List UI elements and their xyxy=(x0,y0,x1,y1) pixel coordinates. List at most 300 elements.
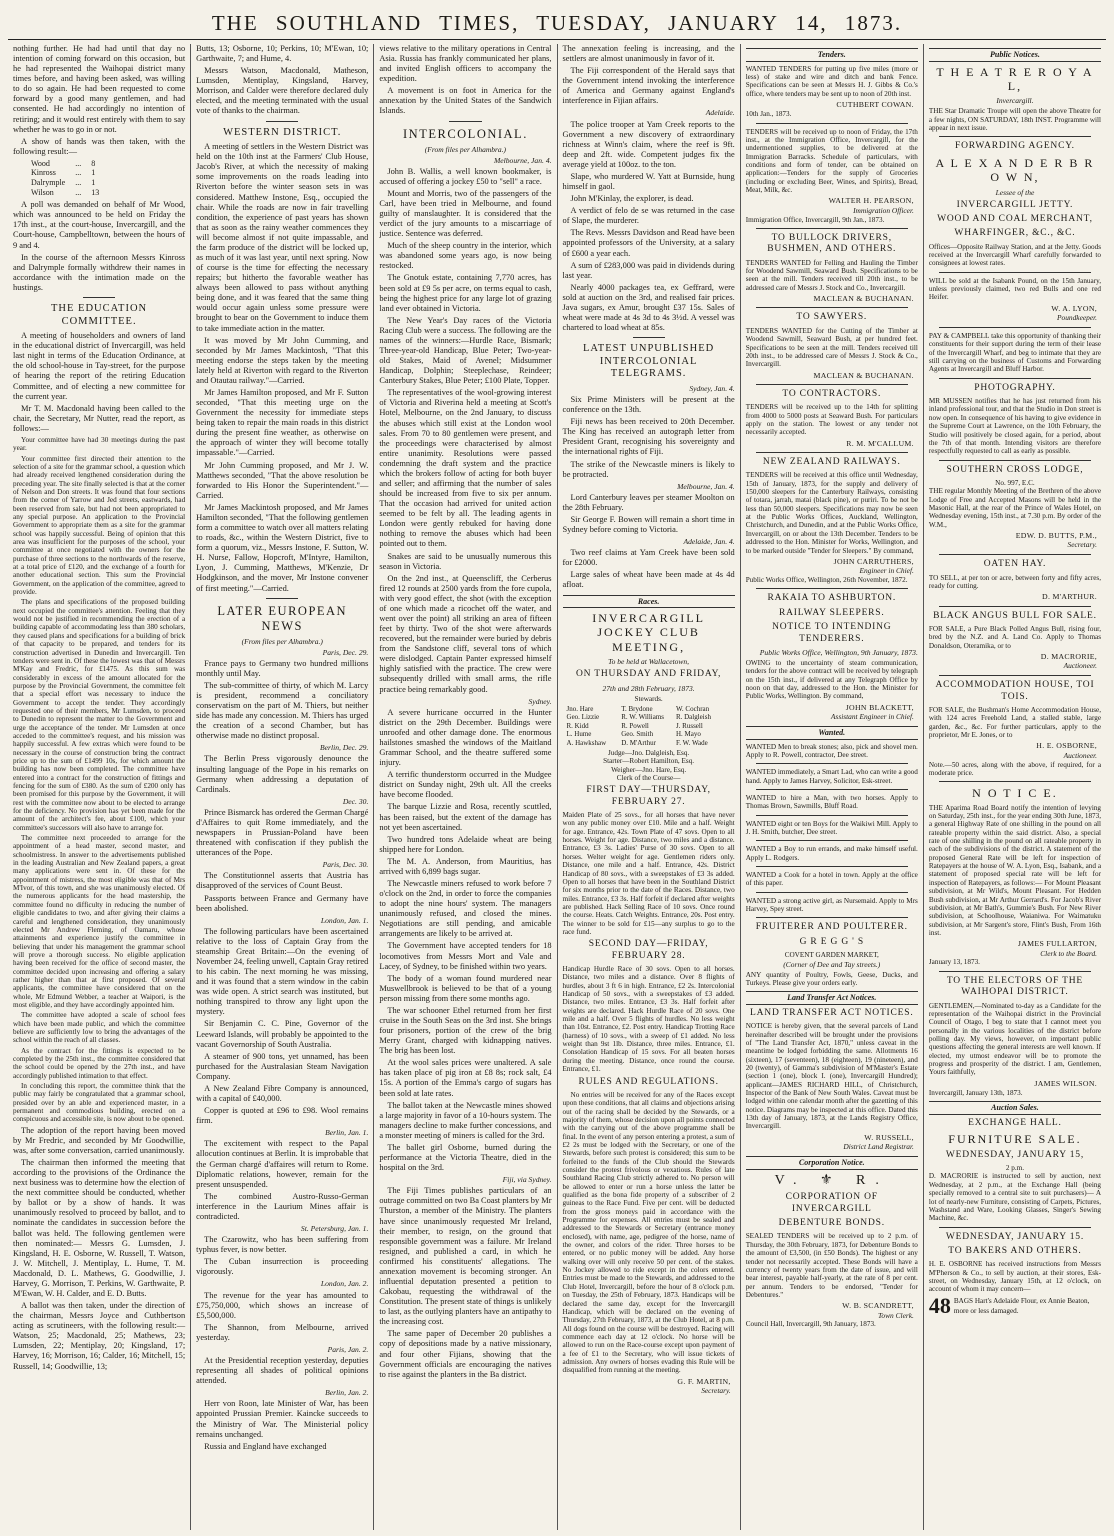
rules-text: No entries will be received for any of the Races except upon these conditions, that all claims and objections arising out of the racing shall be decided by the Stewards, or a majority of them, whose decision upon all points connected with the carrying out of the above programme shall be final. In the event of any person entering a protest, a sum of £2 2s must be lodged with the Secretary, or one of the Stewards, before such protest is considered; this sum to be forfeited to the funds of the Club should the Stewards consider the protest frivolous or vexatious. Rules of late Southland Racing Club strictly adhered to. No person will be allowed to enter or run a horse unless the latter be qualified as the bona fide property of a subscriber of 2 guineas to the Race Fund. Five per cent. will be deducted from the gross moneys paid in accordance with the Programme for expenses. All entries must be sealed and addressed to the Stewards or Secretary (entrance money enclosed), with name, age, pedigree of the horse, name of the owner, and colors of the rider. Three horses to be entered, or no public money will be added. Any horse walking over will only receive 50 per cent. of the stakes. No Jockey allowed to ride except in the colors entered. Entries must be made to the Stewards, and addressed to the Club Hotel, Invercargill, before the hour of 8 o'clock p.m. on Tuesday, the 25th of February, 1873. Handicaps will be declared the same day, except for the Invercargill Handicap, which will be declared on the evening of Thursday, 27th February, 1873, at the Club Hotel, at 8 p.m. All dogs found on the course will be destroyed. Racing will commence each day at 12 o'clock. No horse will be allowed to run on the Race-course except upon payment of a fee of £1 to the Secretary, who will issue tickets of admission. Any owners of horses evading this Rule will be disqualified from running at the meeting. xyxy=(562,1090,735,1375)
article-paragraph: A severe hurricane occurred in the Hunter district on the 29th December. Buildings were unroofed and other damage done. The enormous hailstones smashed the windows of the Maitland Grammar School, and the theatre suffered some injury. xyxy=(379,707,552,768)
candidate-votes: 1 xyxy=(91,178,96,188)
signature: MACLEAN & BUCHANAN. xyxy=(813,370,914,380)
article-paragraph: Butts, 13; Osborne, 10; Perkins, 10; M'Ewan, 10; Garthwaite, 7; and Hume, 4. xyxy=(196,44,369,64)
poll-row: Dalrymple ... 1 xyxy=(31,178,109,188)
article-paragraph: Herr von Roon, late Minister of War, has been appointed Prussian Premier. Kaincke succeeds to the Ministry of War. The Ministerial policy remains unchanged. xyxy=(196,1399,369,1439)
wanted-ad: WANTED to hire a Man, with two horses. Apply to Thomas Brown, Sawmills, Bluff Road. xyxy=(745,794,918,811)
ad-subheading: 2 p.m. xyxy=(1005,1164,1025,1173)
ad-heading: TO BULLOCK DRIVERS, BUSHMEN, AND OTHERS. xyxy=(767,232,897,255)
ad-heading: INVERCARGILL JOCKEY CLUB MEETING, xyxy=(592,611,705,654)
article-paragraph: Large sales of wheat have been made at 4s 4d afloat. xyxy=(562,570,735,590)
steward-name: J. Russell xyxy=(675,721,703,730)
steward-name: R. Powell xyxy=(621,721,649,730)
steward-name: R. Kidd xyxy=(566,721,589,730)
article-paragraph: The Fiji correspondent of the Herald says that the Government intend invoking the interference of America and Germany against England's interference in Fijian affairs. xyxy=(562,66,735,106)
steward-name: Geo. Smith xyxy=(621,730,654,739)
signature-title: Secretary. xyxy=(1067,540,1098,550)
advertisement: TENDERS will be received up to the 14th for splitting from 4000 to 5000 posts at Seaward Bush. For particulars apply on the station. The lowest or any tender not necessarily accepted. xyxy=(745,403,918,437)
advertisement-note: Note.—50 acres, along with the above, if required, for a moderate price. xyxy=(928,760,1102,777)
article-paragraph: Copper is quoted at £96 to £98. Wool remains firm. xyxy=(196,1106,369,1126)
advertisement: D. MACRORIE is instructed to sell by auction, next Wednesday, at 2 p.m., at the Exchange Hall (being specially removed to a central site to suit purchasers)— A lot of nearly-new Furniture, consisting of Carpets, Pictures, Washstand and Ware, Looking Glasses, Singer's Sewing Machine, &c. xyxy=(928,1172,1102,1223)
article-paragraph: The Constitutionnel asserts that Austria has disapproved of the services of Count Beust. xyxy=(196,871,369,891)
article-paragraph: The ballot taken at the Newcastle mines showed a large majority in favor of a 10-hours system. The managers decline to make further concessions, and a monster meeting of miners is called for the 3rd. xyxy=(379,1100,552,1140)
ad-date: Invercargill, January 13th, 1873. xyxy=(928,1089,1023,1098)
advertisement: WANTED TENDERS for putting up five miles (more or less) of stake and wire and ditch and bank Fence. Specifications can be seen at Messrs H. J. Gibbs & Co.'s office, where tenders may be sent up to noon of 20th inst. xyxy=(745,64,918,98)
wanted-ad: WANTED eight or ten Boys for the Waikiwi Mill. Apply to J. H. Smith, butcher, Dee street. xyxy=(745,819,918,837)
signature-title: Auctioneer. xyxy=(1063,661,1098,671)
divider xyxy=(939,971,1091,972)
steward-name: H. Mayo xyxy=(675,730,701,739)
ad-heading: INVERCARGILL JETTY. xyxy=(956,199,1074,210)
article-paragraph: France pays to Germany two hundred millions monthly until May. xyxy=(196,658,369,678)
steward-name: F. W. Wade xyxy=(675,738,708,747)
article-paragraph: Mr James Mackintosh proposed, and Mr James Hamilton seconded, "That the following gentlemen form a committee to watch over all matters relating to roads, &c., within the Western District, five to form a quorum, viz., Messrs Instone, F. Sutton, W. H. Nurse, Fallow, Hopcroft, M'Intyre, Hamilton, Lyon, J. Cumming, Matthews, M'Kenzie, Dr Hodgkinson, and the mover, Mr Instone convener of first meeting."—Carried. xyxy=(196,502,369,593)
article-paragraph: The Czarowitz, who has been suffering from typhus fever, is now better. xyxy=(196,1235,369,1255)
ad-date: Public Works Office, Wellington, 9th January, 1873. xyxy=(759,647,918,657)
ad-heading: N O T I C E. xyxy=(972,786,1058,801)
steward-name: D. M'Arthur xyxy=(621,738,656,747)
official: Starter—Robert Hamilton, Esq. xyxy=(603,757,695,766)
article-paragraph: A terrific thunderstorm occurred in the Mudgee district on Sunday night, 29th ult. All the creeks have become flooded. xyxy=(379,770,552,800)
article-paragraph: Nearly 4000 packages tea, ex Geffrard, were sold at auction on the 3rd, and realised fair prices. Java sugars, ex Amur, brought £37 15s. Sales of wheat were made at 4s 3d to 4s 3½d. A vessel was chartered to load wheat at 85s. xyxy=(562,282,735,333)
article-paragraph: Mr John Cumming proposed, and Mr J. W. Matthews seconded, "That the above resolution be forwarded to His Honor the Superintendent."—Carried. xyxy=(196,460,369,500)
article-paragraph: On the 2nd inst., at Queenscliff, the Cerberus fired 12 rounds at 2500 yards from the fore cupola, with very good effect, the shot (with the exception of one which made a ricochet off the water, and went over the point) all striking an area of fifteen feet by thirty. Two of the shot were afterwards recovered, but the remainder were buried by debris from the Sandstone cliff, several tons of which were dislodged. Captain Panter expressed himself highly satisfied with the practice. The crew were subsequently drilled with small arms, the rifle practice being remarkably good. xyxy=(379,573,552,694)
flour-lot xyxy=(928,1292,1101,1318)
signature: JAMES WILSON. xyxy=(1034,1078,1098,1088)
business-name: A L E X A N D E R B R O W N, xyxy=(935,155,1095,185)
divider xyxy=(756,815,908,816)
official: Weigher—Jno. Hare, Esq. xyxy=(611,765,687,774)
divider xyxy=(756,892,908,893)
divider xyxy=(756,123,908,124)
section-label: Auction Sales. xyxy=(929,1101,1101,1115)
ad-subheading: COVENT GARDEN MARKET, xyxy=(784,951,879,960)
dateline: Berlin, Jan. 1. xyxy=(325,1128,369,1138)
report-paragraph: The committee have adopted a scale of school fees which have been made public, and which the committee believe are sufficiently low to bring the advantages of the school within the reach of all classes. xyxy=(13,1011,186,1045)
ad-subheading: 27th and 28th February, 1873. xyxy=(602,683,695,693)
ad-date: January 13, 1873. xyxy=(928,958,980,967)
columns xyxy=(8,44,1106,1530)
advertisement: H. E. OSBORNE has received instructions from Messrs M'Pherson & Co., to sell by auction, at their stores, Esk-street, on Wednesday, January 15th, at 12 o'clock, on account of whom it may concern— xyxy=(928,1260,1102,1294)
article-paragraph: John B. Wallis, a well known bookmaker, is accused of offering a jockey £50 to "sell" a race. xyxy=(379,166,552,186)
divider xyxy=(939,606,1091,607)
article-paragraph: nothing further. He had had until that day no intention of coming forward on this occasion, but he had represented the Waihopai district many times before, and having been asked, was willing to do so again. He had been requested to come forward by a good many gentlemen, and had consented. He had accordingly no intention of retiring; and it would rest entirely with them to say whether he was to go in or not. xyxy=(13,44,186,134)
advertisement: OWING to the uncertainty of steam communication, tenders for the above contract will be received by telegraph on the 15th inst., if delivered at any Telegraph Office by noon on that day, addressed to the Hon. the Minister for Public Works, Wellington. By command, xyxy=(745,659,918,701)
ad-heading: TO CONTRACTORS. xyxy=(782,388,882,399)
ad-heading: TO THE ELECTORS OF THE WAIHOPAI DISTRICT. xyxy=(946,975,1084,998)
ad-heading: RAILWAY SLEEPERS. xyxy=(778,607,885,618)
advertisement: TO SELL, at per ton or acre, between forty and fifty acres, ready for cutting. xyxy=(928,573,1102,590)
divider xyxy=(756,763,908,764)
signature: JAMES FULLARTON, xyxy=(1017,939,1098,949)
article-paragraph: The following particulars have been ascertained relative to the loss of Captain Gray from the steamship Great Britain:—On the evening of November 24, feeling unwell, Captain Gray retired to his cabin. The next morning he was missing, and it was found that a stern window in the cabin was wide open. A strict search was instituted, but nothing transpired to throw any light upon the mystery. xyxy=(196,926,369,1017)
signature-title: Poundkeeper. xyxy=(1057,313,1098,323)
official: Clerk of the Course— xyxy=(616,773,681,782)
divider xyxy=(756,588,908,589)
dateline: St. Petersburg, Jan. 1. xyxy=(300,1223,369,1233)
signature: D. MACRORIE, xyxy=(1040,652,1098,662)
article-paragraph: The combined Austro-Russo-German interference in the Laurium Mines affair is contradicted. xyxy=(196,1191,369,1221)
divider xyxy=(939,781,1091,782)
divider xyxy=(939,378,1091,379)
signature-title: District Land Registrar. xyxy=(843,1142,914,1152)
steward-name: T. Brydone xyxy=(621,705,653,713)
business-name: G R E G G ' S xyxy=(799,936,864,947)
signature: R. M. M'CALLUM. xyxy=(846,438,914,448)
column-1 xyxy=(8,44,191,1530)
ad-subheading: Lessee of the xyxy=(995,187,1035,197)
signature: H. E. OSBORNE, xyxy=(1036,741,1098,751)
signature: W. A. LYON, xyxy=(1051,303,1098,313)
advertisement: FOR SALE, the Bushman's Home Accommodation House, with 124 acres Freehold Land, a stalled stable, large garden, &c., &c. For further particulars, apply to the proprietor, Mr E. Jones, or to xyxy=(928,706,1102,740)
ad-date: Public Works Office, Wellington, 26th November, 1872. xyxy=(745,576,908,585)
article-paragraph: Slape, who murdered W. Yatt at Burnside, hung himself in gaol. xyxy=(562,171,735,192)
section-label: Land Transfer Act Notices. xyxy=(746,991,918,1005)
article-paragraph: Snakes are said to be unusually numerous this season in Victoria. xyxy=(379,551,552,571)
column-5 xyxy=(741,44,924,1530)
divider xyxy=(756,789,908,790)
report-paragraph: The plans and specifications of the proposed building next occupied the committee's attention. Feeling that they would not be justified in recommending the erection of a building capable of accommodating less than 380 scholars, they caused plans and specifications for a building of brick of that capacity to be prepared, and tenders for its construction advertised in Dunedin and Invercargill. Ten tenders were sent in. Of these the lowest was that of Messrs M'Kay and Fredric, for £1475. As this sum was considerably in excess of the amount allocated for the purpose by the Provincial Government, the committee felt that a special effort was necessary to induce the Government to accept the tender. They accordingly requested one of their members, Mr Lumsden, to proceed to Dunedin to represent the matter to the Government and urge the acceptance of the tender. Mr Lumsden at once acceded to the committee's request, and his mission was happily successful. A few extras which were found to be necessary in the course of construction bring the contract price up to the sum of £1499 10s, for which amount the building has now been completed. The committee have entered into a contract for the construction of fittings and fencing for the sum of £380. As the sum of £200 only has been promised for this purpose by the Government, it will rest with the committee now about to be elected to arrange for the deficiency. No provision has yet been made for the amount of the architect's fee, about £100, which your committee's successors will also have to arrange for. xyxy=(13,598,186,832)
divider xyxy=(449,121,481,122)
article-paragraph: Mount and Morris, two of the passengers of the Carl, have been tried in Melbourne, and found guilty of manslaughter. It is considered that the verdict of the jury amounts to a miscarriage of justice. Sentence was deferred. xyxy=(379,188,552,239)
ad-heading: T H E A T R E R O Y A L, xyxy=(936,64,1094,93)
poll-row: Wilson ... 13 xyxy=(31,188,109,198)
ad-subheading: To be held at Wallacetown, xyxy=(608,657,690,667)
dateline: London, Jan. 2. xyxy=(320,1279,369,1289)
advertisement: WILL be sold at the Isabank Pound, on the 15th January, unless previously claimed, two red Bulls and one red Heifer. xyxy=(928,276,1102,302)
section-label: Races. xyxy=(563,595,735,609)
article-paragraph: Mr T. M. Macdonald having been called to the chair, the Secretary, Mr Nutter, read the report, as follows:— xyxy=(13,403,186,433)
advertisement: THE regular Monthly Meeting of the Brethren of the above Lodge of Free and Accepted Masons will be held in the Masonic Hall, at the rear of the Prince of Wales Hotel, on Wednesday evening, 15th inst., at 7.30 p.m. By order of the W.M., xyxy=(928,487,1102,529)
dateline: Dec. 30. xyxy=(342,796,369,806)
divider xyxy=(633,337,665,338)
candidate-votes: 13 xyxy=(91,187,100,197)
race-program: Handicap Hurdle Race of 30 sovs. Open to all horses. Distance, two miles and a distance. Over 8 flights of hurdles, about 3 ft 6 in high. Entrance, £2 2s. Intercolonial Handicap of 50 sovs., with a sweepstakes of £3 added. Distance, two miles. Entrance, £3 3s. Half forfeit after weights are declared. Hack Hurdle Race of 20 sovs. One mile and a half. Over 5 flights of hurdles. No less weight than 10st. Entrance, £2. Post entry. Handicap Trotting Race (harness) of 10 sovs., with a sweep of £1 added. No less weight than 9st 1lb. Distance, three miles. Entrance, £1. Consolation Handicap of 15 sovs. For all beaten horses during the meeting. Distance, once round the course. Entrance, £1. xyxy=(562,965,735,1074)
divider xyxy=(939,460,1091,461)
ad-heading: NEW ZEALAND RAILWAYS. xyxy=(762,457,901,468)
ad-heading: FRUITERER AND POULTERER. xyxy=(755,922,908,933)
signature-title: Town Clerk. xyxy=(877,1310,914,1320)
steward-name: L. Hume xyxy=(566,730,592,739)
advertisement: ANY quantity of Poultry, Fowls, Geese, Ducks, and Turkeys. Please give your orders early. xyxy=(745,970,918,987)
divider xyxy=(756,384,908,385)
dateline: Melbourne, Jan. 4. xyxy=(677,481,735,491)
signature: WALTER H. PEARSON, xyxy=(828,196,914,206)
signature: JOHN BLACKETT, xyxy=(845,702,914,712)
article-paragraph: Two hundred tons Adelaide wheat are being shipped here for London. xyxy=(379,834,552,854)
candidate-name: Dalrymple xyxy=(31,178,66,188)
article-paragraph: Lord Canterbury leaves per steamer Moolton on the 28th February. xyxy=(562,492,735,512)
dateline: Berlin, Dec. 29. xyxy=(320,743,369,753)
article-subheading: (From files per Alhambra.) xyxy=(424,144,507,154)
article-paragraph: The Fiji Times publishes particulars of an outrage committed on two Ba Coast planters by Mr Thurston, a member of the Ministry. The planters have since unanimously requested Mr Ireland, their member, to resign, on the ground that responsible government was a failure. Mr Ireland resigned, and published a card, in which he confirmed his constituents' allegations. The annexation movement is becoming stronger. An influential deputation presented a petition to Cakobau, requesting the withdrawal of the Constitution. The present state of things is unlikely to last, as the outlying planters have an antipathy to the increasing cost. xyxy=(379,1186,552,1327)
divider xyxy=(756,452,908,453)
dateline: Sydney. xyxy=(528,696,552,706)
lot-quantity: 48 xyxy=(928,1292,951,1318)
dateline: Paris, Jan. 2. xyxy=(327,1344,369,1354)
article-paragraph: Prince Bismarck has ordered the German Chargé d'Affaires to quit Rome immediately, and the newspapers in Prussian-Poland have been threatened with confiscation if they publish the utterances of the Pope. xyxy=(196,807,369,858)
article-paragraph: The excitement with respect to the Papal allocution continues at Berlin. It is improbable that the German chargé d'affaires will return to Rome. Diplomatic relations, however, remain for the present unsuspended. xyxy=(196,1139,369,1189)
signature-title: Auctioneer. xyxy=(1063,750,1098,760)
royal-crest-icon: V. ⚜ R. xyxy=(774,1172,889,1188)
rules-heading: RULES AND REGULATIONS. xyxy=(578,1076,719,1087)
article-paragraph: A show of hands was then taken, with the following result:— xyxy=(13,136,186,156)
ad-heading: CORPORATION OF INVERCARGILL xyxy=(785,1192,878,1214)
advertisement: THE Star Dramatic Troupe will open the above Theatre for a few nights, ON SATURDAY, 18th INST. Programme will appear in next issue. xyxy=(928,107,1102,133)
column-3 xyxy=(374,44,557,1530)
divider xyxy=(756,866,908,867)
ad-subheading: (Corner of Dee and Tay streets.) xyxy=(783,959,881,969)
signature: MACLEAN & BUCHANAN. xyxy=(813,294,914,304)
article-paragraph: Six Prime Ministers will be present at the conference on the 13th. xyxy=(562,395,735,415)
advertisement: GENTLEMEN,—Nominated to-day as a Candidate for the representation of the Waihopai district in the Provincial Council of Otago, I beg to state that I cannot meet you personally in the various localities of the district before polling day. My views, however, on important public questions affecting the general interests are well known. If elected, my utmost endeavor will be to promote the progress and prosperity of the district. I am, Gentlemen, Yours faithfully, xyxy=(928,1001,1102,1077)
candidate-votes: 8 xyxy=(91,158,96,168)
article-paragraph: The representatives of the wool-growing interest of Victoria and Riverina held a meeting at Scott's Hotel, Melbourne, on the 2nd January, to discuss the abuses which still exist at the London wool sales. From 70 to 80 gentlemen were present, and the proceedings were characterised by almost entire unanimity. Resolutions were passed condemning the draft system and the practice which the brokers follow of acting for both buyer and seller; and affirming that the number of sales should be increased from five to six per annum. That the occasion had arrived for united action seemed to be felt by all. The leading agents in London were gently rebuked for having done nothing to remove the abuses which had been pointed out to them. xyxy=(379,388,552,549)
article-paragraph: The M. A. Anderson, from Mauritius, has arrived with 6,899 bags sugar. xyxy=(379,856,552,876)
signature: W. B. SCANDRETT, xyxy=(842,1301,914,1311)
notice-text: NOTICE is hereby given, that the several parcels of Land hereinafter described will be brought under the provisions of "The Land Transfer Act, 1870," unless caveat in the meantime be lodged forbidding the same. Allotments 16 (sixteen), 17 (seventeen), 18 (eighteen), 19 (nineteen), and 20 (twenty), of Gamma's subdivision of M'Master's Estate (section 1 (one), block I. (one), Invercargill Hundred); applicant—JAMES RICHARD HILL, of Christchurch, Inspector of the Bank of New South Wales. Caveat must be lodged within one calendar month after the gazetting of this notice. Diagrams may be inspected at this office. Dated this 13th day of January, 1873, at the Lands Registry Office, Invercargill. xyxy=(745,1022,918,1131)
stewards-label: Stewards. xyxy=(634,694,663,703)
advertisement: MR MUSSEN notifies that he has just returned from his inland professional tour, and that the Studio in Don street is now open. In consequence of his having to give evidence in the Supreme Court at Lawrence, on the 10th February, the Studio will positively be closed again, for a period, about the 7th of that month. Intending visitors are therefore respectfully requested to call as early as possible. xyxy=(928,397,1102,456)
dateline: Melbourne, Jan. 4. xyxy=(493,155,552,165)
ad-heading: WEDNESDAY, JANUARY 15, xyxy=(945,1149,1084,1160)
ad-heading: PHOTOGRAPHY. xyxy=(974,382,1056,393)
article-paragraph: A sum of £283,000 was paid in dividends during last year. xyxy=(562,260,735,280)
article-paragraph: The Berlin Press vigorously denounce the insulting language of the Pope in his remarks on Germany when addressing a deputation of Cardinals. xyxy=(196,754,369,794)
divider xyxy=(266,121,298,122)
divider xyxy=(939,327,1091,328)
steward-name: W. Cochran xyxy=(675,705,710,713)
divider xyxy=(756,228,908,229)
article-subheading: (From files per Alhambra.) xyxy=(241,636,323,646)
dateline: Paris, Dec. 30. xyxy=(322,860,369,870)
article-paragraph: In the course of the afternoon Messrs Kinross and Dalrymple formally withdrew their names in accordance with the intimation made on the hustings. xyxy=(13,252,186,292)
article-paragraph: Sir Benjamin C. C. Pine, Governor of the Leeward Islands, will probably be appointed to the vacant Governorship of South Australia. xyxy=(196,1019,369,1049)
advertisement: PAY & CAMPBELL take this opportunity of thanking their constituents for their support during the term of their lease of the Invercargill Wharf, and beg to intimate that they are still carrying on the business of Customs and Forwarding Agents at Invercargill and Bluff Harbor. xyxy=(928,332,1102,374)
section-label: Wanted. xyxy=(746,726,918,740)
wanted-ad: WANTED a Cook for a hotel in town. Apply at the office of this paper. xyxy=(745,871,918,888)
ad-date: 10th Jan., 1873. xyxy=(745,110,792,119)
divider xyxy=(939,136,1091,137)
wanted-ad: WANTED a strong active girl, as Nursemaid. Apply to Mrs Harvey, Spey street. xyxy=(745,896,918,914)
signature-title: Secretary. xyxy=(701,1385,731,1395)
masthead xyxy=(8,6,1106,40)
column-6 xyxy=(924,44,1106,1530)
article-paragraph: The Newcastle miners refused to work before 7 o'clock on the 2nd, in order to force the companies to adopt the nine hours' system. The managers unanimously refused, and closed the mines. Negotiations are still pending, and amicable arrangements are likely to be arrived at. xyxy=(379,879,552,939)
steward-name: A. Hawkshaw xyxy=(566,738,607,747)
steward-name: R. W. Williams xyxy=(621,713,664,722)
ad-heading: OATEN HAY. xyxy=(983,559,1047,570)
article-paragraph: The Cuban insurrection is proceeding vigorously. xyxy=(196,1257,369,1277)
ad-heading: WOOD AND COAL MERCHANT, xyxy=(937,213,1093,224)
advertisement: TENDERS will be received up to noon of Friday, the 17th inst., at the Immigration Office, Invercargill, for the undermentioned supplies, to be delivered at the Immigration Barracks. Schedule of particulars, with conditions and form of tender, can be obtained on application:—Tenders for the supply of Groceries (including or excluding Beer, Wines, and Spirits), Bread, Meat, Milk, &c. xyxy=(745,127,918,195)
race-program: Maiden Plate of 25 sovs., for all horses that have never won any public money over £10. Mile and a half. Weight for age. Entrance, 42s. Town Plate of 47 sovs. Open to all horses. Weight for age. Distance, two miles and a distance. Entrance, £3 3s. Ladies' Purse of 30 sovs. Open to all horses. Welter weight for age. Gentlemen riders only. Distance, one mile and a half. Entrance, 42s. District Handicap of 80 sovs., with a sweepstakes of £3 3s added. Open to all horses that have been in the Southland District for six months prior to the date of the Races. Distance, two miles. Entrance, £3 3s. Half forfeit if declared after weights are published. Hack Selling Race of 10 sovs. Once round the course. Heats. Catch Weights. Entrance, 20s. Post entry. The winner to be sold for £15—any surplus to go to the race fund. xyxy=(562,811,735,936)
column-2 xyxy=(191,44,374,1530)
article-paragraph: The body of a woman found murdered near Muswellbrook is believed to be that of a young person missing from there some months ago. xyxy=(379,973,552,1003)
dateline: Paris, Dec. 29. xyxy=(322,647,369,657)
ad-date: Council Hall, Invercargill, 9th January, 1873. xyxy=(745,1320,876,1329)
dateline: Sydney, Jan. 4. xyxy=(689,383,735,393)
article-paragraph: Sir George F. Bowen will remain a short time in Sydney before coming to Victoria. xyxy=(562,514,735,534)
ad-heading: WHARFINGER, &C., &C. xyxy=(954,228,1076,239)
article-paragraph: Russia and England have exchanged xyxy=(204,1441,327,1451)
article-paragraph: Passports between France and Germany have been abolished. xyxy=(196,893,369,913)
divider xyxy=(756,307,908,308)
wanted-ad: WANTED a Boy to run errands, and make himself useful. Apply L. Rodgers. xyxy=(745,845,918,862)
article-paragraph: It was moved by Mr John Cumming, and seconded by Mr James Mackintosh, "That this meeting endorse the steps taken by the meeting lately held at Riverton with regard to the Riverton and Otautau railway."—Carried. xyxy=(196,335,369,385)
article-paragraph: Mr James Hamilton proposed, and Mr F. Sutton seconded, "That this meeting urge on the Government the necessity for immediate steps being taken to repair the main roads in this district during the present fine weather, as otherwise on the approach of winter they will become totally impassable."—Carried. xyxy=(196,388,369,458)
article-heading: LATER EUROPEAN NEWS xyxy=(217,603,348,633)
report-paragraph: As the contract for the fittings is expected to be completed by the 25th inst., the committee considered that the school could be opened by the 27th inst., and have accordingly published intimation to that effect. xyxy=(13,1046,186,1080)
article-paragraph: The sub-committee of thirty, of which M. Larcy is president, recommend a conciliatory conservatism on the part of M. Thiers, but neither side has made any concession. M. Thiers has urged the creation of a second Chamber, but has otherwise made no distinct proposal. xyxy=(196,680,369,741)
dateline: Fiji, via Sydney. xyxy=(502,1175,552,1185)
advertisement: TENDERS will be received at this office until Wednesday, 15th of January, 1873, for the supply and delivery of 150,000 sleepers for the Canterbury Railways, consisting of totara, jarrah, matai (black pine), or puriri. To be not be less than 50,000 sleepers. Specifications may now be seen at the Public Works Offices, Auckland, Wellington, Christchurch, and Dunedin, and at the Public Works Office, Invercargill, on or about the 13th December. Tenders to be addressed to the Hon. Minister for Works, Wellington, and to be marked outside "Tender for Sleepers." By command, xyxy=(745,471,918,555)
candidate-name: Kinross xyxy=(31,168,56,178)
ad-heading: RAKAIA TO ASHBURTON. xyxy=(767,593,897,604)
ad-subheading: No. 997, E.C. xyxy=(995,478,1035,487)
divider xyxy=(266,598,298,599)
signature: CUTHBERT COWAN. xyxy=(836,99,914,109)
steward-name: Jno. Hare xyxy=(566,705,594,713)
ad-heading: SOUTHERN CROSS LODGE, xyxy=(946,464,1084,475)
article-paragraph: The police trooper at Yam Creek reports to the Government a new discovery of extraordinary richness at Winn's claim, where the reef is 9ft. deep and 2ft. wide. Competent judges fix the average yield at 100oz. to the ton. xyxy=(562,119,735,169)
signature-title: Immigration Officer. xyxy=(853,205,914,215)
article-paragraph: A ballot was then taken, under the direction of the chairman, Messrs Joyce and Cuthbertson acting as scrutineers, with the following result:— Watson, 25; Macdonald, 25; Mathews, 23; Lumsden, 22; Mentiplay, 20; Kingsland, 17; Harvey, 16; Morrison, 16; Calder, 16; Mitchell, 15; Russell, 14; Goodwillie, 13; xyxy=(13,1301,186,1371)
race-day-heading: SECOND DAY—FRIDAY, FEBRUARY 28. xyxy=(588,939,709,961)
race-day-heading: FIRST DAY—THURSDAY, FEBRUARY 27. xyxy=(586,785,711,807)
article-paragraph: A steamer of 900 tons, yet unnamed, has been purchased for the Australasian Steam Navigation Company. xyxy=(196,1051,369,1081)
divider xyxy=(756,840,908,841)
steward-name: Geo. Lizzie xyxy=(566,713,600,722)
article-paragraph: The strike of the Newcastle miners is likely to be protracted. xyxy=(562,459,735,479)
article-paragraph: A New Zealand Fibre Company is announced, with a capital of £40,000. xyxy=(196,1083,369,1104)
candidate-name: Wilson xyxy=(31,187,54,197)
article-paragraph: A meeting of settlers in the Western District was held on the 10th inst at the Farmers' Club House, Jacob's River, at which the necessity of making some improvements on the roads leading into Riverton before the winter season sets in was considered. Matthew Instone, Esq., occupied the chair. While the roads are now in fair travelling condition, the experience of past years has shown that as soon as the rainy weather commences they will become almost if not quite impassable, and the farm produce of the district will be locked up, as much of it was last year, until next spring. Now of course is the time for effecting the necessary repairs; but hitherto the favorable weather has always been allowed to pass without anything being done, and it was feared that the same thing would occur again unless some pressure were brought to bear on the Government to induce them to take immediate action in the matter. xyxy=(196,142,369,333)
advertisement: TENDERS WANTED for the Cutting of the Timber at Woodend Sawmill, Seaward Bush, at per hundred feet. Specifications to be seen at the mill. Tenders received till 20th inst., to be addressed care of Messrs J. Stock & Co., Invercargill. xyxy=(745,326,918,369)
advertisement: TENDERS WANTED for Felling and Hauling the Timber for Woodend Sawmill, Seaward Bush. Specifications to be seen at the mill. Tenders received till 20th inst., to be addressed care of Messrs J. Stock and Co., Invercargill. xyxy=(745,258,918,292)
signature-title: Engineer in Chief. xyxy=(859,566,914,576)
article-paragraph: The revenue for the year has amounted to £75,750,000, which shows an increase of £5,500,000. xyxy=(196,1290,369,1320)
notice-text: SEALED TENDERS will be received up to 2 p.m. of Thursday, the 30th February, 1873, for Debenture Bonds to the amount of £3,500, (in £50 Bonds). The highest or any tender not necessarily accepted. These Bonds will have a currency of twenty years from the date of issue, and will bear interest, payable half-yearly, at the rate of 8 per cent. per annum. Tenders to be endorsed, "Tender for Debentures." xyxy=(745,1232,918,1299)
article-paragraph: Messrs Watson, Macdonald, Matheson, Lumsden, Mentiplay, Kingsland, Harvey, Morrison, and Calder were therefore declared duly elected, and the meeting terminated with the usual vote of thanks to the chairman. xyxy=(196,66,369,116)
ad-heading: ACCOMMODATION HOUSE, TOI TOIS. xyxy=(935,680,1095,702)
article-paragraph: The Shannon, from Melbourne, arrived yesterday. xyxy=(196,1322,369,1342)
ad-heading: TO BAKERS AND OTHERS. xyxy=(948,1245,1082,1256)
dateline: London, Jan. 1. xyxy=(320,915,369,925)
ad-heading: TO SAWYERS. xyxy=(796,312,868,323)
article-paragraph: At the wool sales prices were unaltered. A sale has taken place of pig iron at £8 8s; rock salt, £4 15s. A portion of the Emma's cargo of sugars has been sold at late rates. xyxy=(379,1058,552,1098)
article-heading: THE EDUCATION COMMITTEE. xyxy=(51,302,148,327)
section-label: Tenders. xyxy=(746,48,918,62)
ad-heading: BLACK ANGUS BULL FOR SALE. xyxy=(933,610,1097,621)
ad-date: Immigration Office, Invercargill, 9th Jan., 1873. xyxy=(745,215,885,224)
article-paragraph: Fiji news has been received to 20th December. The King has received an autograph letter from President Grant, recognising his sovereignty and the international rights of Fiji. xyxy=(562,417,735,457)
divider xyxy=(756,917,908,918)
article-paragraph: The Government have accepted tenders for 18 locomotives from Messrs Mort and Vale and Lacey, of Sydney, to be finished within two years. xyxy=(379,941,552,971)
wanted-ad: WANTED immediately, a Smart Lad, who can write a good hand. Apply to James Harvey, Solicitor, Esk-street. xyxy=(745,768,918,785)
candidate-votes: 1 xyxy=(91,168,96,178)
article-paragraph: Much of the sheep country in the interior, which was abandoned some years ago, is now being restocked. xyxy=(379,241,552,271)
article-paragraph: The ballet girl Osborne, burned during the performance at the Victoria Theatre, died in the hospital on the 3rd. xyxy=(379,1142,552,1173)
article-paragraph: The Gnotuk estate, containing 7,770 acres, has been sold at £9 5s per acre, on terms equal to cash, being the highest price for any large lot of grazing land ever obtained in Victoria. xyxy=(379,273,552,313)
divider xyxy=(939,1227,1091,1228)
article-paragraph: The annexation feeling is increasing, and the settlers are almost unanimously in favor of it. xyxy=(562,44,735,64)
report-paragraph: In concluding this report, the committee think that the public may fairly be congratulated that a grammar school, presided over by an able and experienced master, in a permanent and commodious building, erected on a conspicuous and accessible site, is now about to be opened. xyxy=(13,1082,186,1124)
signature: W. RUSSELL, xyxy=(864,1132,914,1142)
ad-heading: ON THURSDAY AND FRIDAY, xyxy=(575,669,722,680)
wanted-ad: WANTED Men to break stones; also, pick and shovel men. Apply to R. Powell, contractor, Dee street. xyxy=(745,742,918,759)
signature: D. M'ARTHUR. xyxy=(1042,592,1098,602)
signature: G. F. MARTIN, xyxy=(677,1376,731,1386)
article-paragraph: The chairman then informed the meeting that according to the provisions of the Ordinance the next business was to determine how the election of the next committee should be conducted, whether by ballot or by a show of hands. It was unanimously resolved to proceed by ballot, and to nominate the candidates in succession before the ballot was held. The following gentlemen were then nominated:— Messrs G. Lumsden, J. Kingsland, H. E. Osborne, W. Russell, T. Watson, J. W. Mitchell, J. Mentiplay, L. Hume, T. M. Macdonald, D. L. Mathews, G. Goodwillie, J. Harvey, G. Morrison, T. Perkins, W. Garthwaite, P. M'Ewan, W. H. Calder, and E. D. Butts. xyxy=(13,1157,186,1298)
ad-subheading: Invercargill. xyxy=(996,96,1034,106)
signature: EDW. D. BUTTS, P.M., xyxy=(1015,531,1098,540)
steward-name: R. Dalgleish xyxy=(675,713,711,722)
article-paragraph: John M'Kinlay, the explorer, is dead. xyxy=(570,194,694,204)
ad-heading: FORWARDING AGENCY. xyxy=(955,141,1075,152)
signature: JOHN CARRUTHERS, xyxy=(833,556,914,566)
column-4 xyxy=(558,44,741,1530)
dateline: Adelaide, Jan. 4. xyxy=(683,537,735,547)
newspaper-title: THE SOUTHLAND TIMES, TUESDAY, JANUARY 14, 1873. xyxy=(211,10,903,35)
article-paragraph: A movement is on foot in America for the annexation by the United States of the Sandwich Islands. xyxy=(379,86,552,116)
ad-heading: WEDNESDAY, JANUARY 15. xyxy=(945,1231,1084,1242)
signature-title: Assistant Engineer in Chief. xyxy=(830,712,914,722)
ad-heading: LAND TRANSFER ACT NOTICES. xyxy=(750,1007,914,1018)
report-paragraph: Your committee have had 30 meetings during the past year. xyxy=(13,435,186,453)
divider xyxy=(939,272,1091,273)
article-paragraph: A poll was demanded on behalf of Mr Wood, which was announced to be held on Friday the 17th inst., at the court-house, Invercargill, and the Court-house, Campbelltown, between the hours of 9 and 4. xyxy=(13,200,186,250)
dateline: Berlin, Jan. 2. xyxy=(325,1388,369,1398)
dateline: Adelaide. xyxy=(705,108,735,118)
article-heading: LATEST UNPUBLISHED INTERCOLONIAL TELEGRAMS. xyxy=(582,343,715,380)
advertisement: Offices—Opposite Railway Station, and at the Jetty. Goods received at the Invercargill Wharf carefully forwarded to consignees at lowest rates. xyxy=(928,242,1102,268)
section-label: Corporation Notice. xyxy=(746,1156,918,1170)
article-heading: WESTERN DISTRICT. xyxy=(223,126,342,138)
article-paragraph: The New Year's Day races of the Victoria Racing Club were a success. The following are the names of the winners:—Hurdle Race, Bismark; Three-year-old Handicap, Blue Peter; Two-year-old Stakes, Maid of Avenel; Midsummer Handicap, Dolphin; Steeplechase, Reindeer; Canterbury Stakes, Blue Peter; £100 Plate, Topper. xyxy=(379,315,552,386)
candidate-name: Wood xyxy=(31,158,50,168)
lot-description: BAGS Hart's Adelaide Flour, ex Annie Beaton, more or less damaged. xyxy=(953,1296,1090,1315)
ad-heading: DEBENTURE BONDS. xyxy=(778,1218,885,1229)
ad-heading: NOTICE TO INTENDING TENDERERS. xyxy=(772,622,892,644)
divider xyxy=(939,675,1091,676)
article-heading: INTERCOLONIAL. xyxy=(403,126,528,141)
poll-row: Kinross ... 1 xyxy=(31,168,109,178)
report-paragraph: The committee next proceeded to arrange for the appointment of a head master, second master, and schoolmistress. In answer to the advertisements published in the leading Australian and New Zealand papers, a great many applications were sent in. Of these for the appointment of mistress, the most eligible was that of Mrs M'Ivor, of this town, and she was unanimously elected. Of the numerous applicants for the head mastership, the committee found no difficulty in reducing the number of eligible candidates to two, and after giving their claims a careful and lengthened consideration, they unanimously elected Mr Andrew Fleming, of Oamaru, whose attainments and experience justify the committee in believing that under his management the grammar school will prove a thorough success. No eligible application having been received for the office of second master, the committee decided upon increasing and offering a salary rather higher than that at first proposed. Of several applicants, the committee have considered that on the whole, Mr Edmund Webber, a teacher at Waipori, is the most eligible, and they have accordingly appointed him. xyxy=(13,834,186,1009)
section-label: Public Notices. xyxy=(929,48,1101,62)
article-paragraph: The adoption of the report having been moved by Mr Fredric, and seconded by Mr Goodwillie, was, after some conversation, carried unanimously. xyxy=(13,1125,186,1155)
article-paragraph: The war schooner Ethel returned from her first cruise in the South Seas on the 3rd inst. She brings four prisoners, portion of the crew of the brig Merry Grant, charged with kidnapping natives. The brig has been lost. xyxy=(379,1005,552,1056)
ad-heading: EXCHANGE HALL. xyxy=(968,1117,1062,1128)
poll-result-table xyxy=(31,159,109,197)
divider xyxy=(939,554,1091,555)
divider xyxy=(83,297,115,298)
ad-heading: FURNITURE SALE. xyxy=(948,1132,1082,1147)
signature-title: Clerk to the Board. xyxy=(1040,948,1098,958)
report-paragraph: Your committee first directed their attention to the selection of a site for the grammar school, a question which had already received lengthened consideration during the preceding year. The site finally selected is that at the corner of Nelson and Don streets. It was found that four sections from the corner of Yarrow and Jed streets, eastwards, had been reserved from sale, but had not been appropriated to any special purpose. An application to the Provincial Government to appropriate them as a site for the grammar school was happily successful. Being of opinion that this area was insufficient for the purposes of the school, your committee at once negotiated with the owners for the purchase of three sections to the northwards of the reserve, at a total price of £120, and the exchange of a fourth for another educational section. This sum the Provincial Government, on the application of the committee, agreed to provide. xyxy=(13,454,186,597)
official: Judge—Jno. Dalgleish, Esq. xyxy=(607,748,690,757)
article-paragraph: The same paper of December 20 publishes a copy of depositions made by a native missionary, and four other Fijians, showing that the Government officials are encouraging the natives to rise against the planters in the Ba district. xyxy=(379,1329,552,1379)
article-paragraph: Two reef claims at Yam Creek have been sold for £2000. xyxy=(562,548,735,568)
poll-row: Wood ... 8 xyxy=(31,159,109,169)
article-paragraph: The Revs. Messrs Davidson and Read have been appointed professors of the University, at a salary of £600 a year each. xyxy=(562,228,735,258)
notice-text: THE Aparima Road Board notify the intention of levying on Saturday, 25th inst., for the year ending 30th June, 1873, a general Highway Rate of one shilling in the pound on all rateable property within the said district. Also, a special rate of one shilling in the pound on all rateable property in each of the subdivisions of the district. A statement of the proposed General Rate will be left for inspection of Ratepayers at the house of W. A. Lyon, Esq., Isabank, and a statement of proposed special rate will be left for inspection of Ratepayers, as follows:— For Mount Pleasant subdivision, at Mr Wild's, Mount Pleasant. For Hedden Bush subdivision, at Mr Arthur Gerrard's. For Jacob's River subdivision, at Mr Bath's, Gummie's Bush. For New River subdivision, at Schoolhouse, Waianiwa. For Waimatuku subdivision, at Mr Sargent's store, Flint's Bush, From 16th inst. xyxy=(928,803,1102,937)
article-paragraph: views relative to the military operations in Central Asia. Russia has frankly communicated her plans, and invited English officers to accompany the expedition. xyxy=(379,44,552,84)
article-paragraph: A meeting of householders and owners of land in the educational district of Invercargill, was held last night in terms of the Education Ordinance, at the old school-house in Tay-street, for the purpose of hearing the report of the retiring Education Committee, and of electing a new committee for the current year. xyxy=(13,331,186,401)
stewards-list xyxy=(567,705,731,747)
article-paragraph: A verdict of felo de se was returned in the case of Slape, the murderer. xyxy=(562,206,735,226)
article-paragraph: At the Presidential reception yesterday, deputies representing all shades of political opinions attended. xyxy=(196,1356,369,1386)
